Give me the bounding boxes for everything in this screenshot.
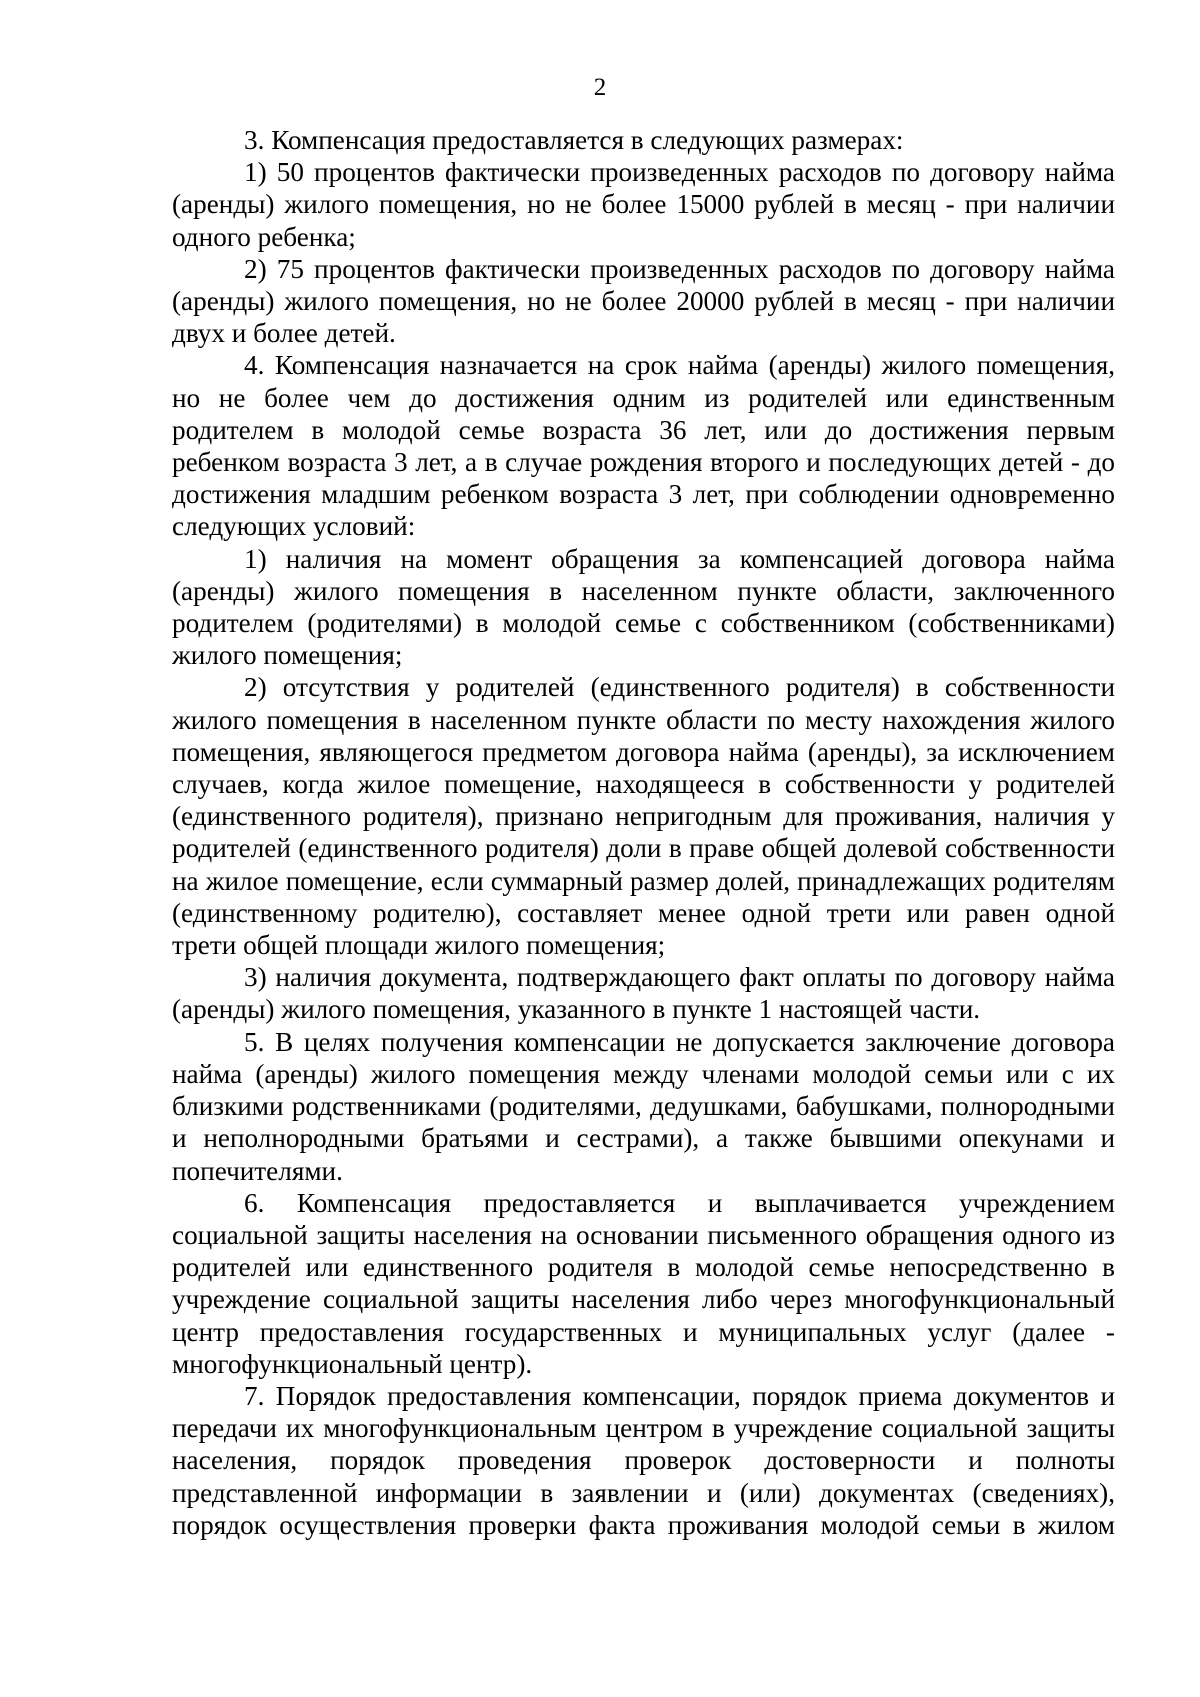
paragraph-3-item-1: 1) 50 процентов фактически произведенных расходов по договору найма (аренды) жилого помещения, но не более 15000 рублей в месяц - при наличии одного ребенка; (172, 157, 1115, 252)
paragraph-5: 5. В целях получения компенсации не допускается заключение договора найма (аренды) жилого помещения между членами молодой семьи или с их близкими родственниками (родителями, дедушками, бабушками, полнородными и неполнородными братьями и сестрами), а также бывшими опекунами и попечителями. (172, 1026, 1115, 1186)
paragraph-4-item-1: 1) наличия на момент обращения за компенсацией договора найма (аренды) жилого помещения в населенном пункте области, заключенного родителем (родителями) в молодой семье с собственником (собственниками) жилого помещения; (172, 543, 1115, 671)
paragraph-7: 7. Порядок предоставления компенсации, порядок приема документов и передачи их многофункциональным центром в учреждение социальной защиты населения, порядок проведения проверок достоверности и полноты представленной информации в заявлении и (или) документах (сведениях), порядок осуществления проверки факта проживания молодой семьи в жилом (172, 1380, 1115, 1540)
paragraph-3: 3. Компенсация предоставляется в следующих размерах: (244, 125, 904, 155)
paragraph-4: 4. Компенсация назначается на срок найма (аренды) жилого помещения, но не более чем до достижения одним из родителей или единственным родителем в молодой семье возраста 36 лет, или до достижения первым ребенком возраста 3 лет, а в случае рождения второго и последующих детей - до достижения младшим ребенком возраста 3 лет, при соблюдении одновременно следующих условий: (172, 350, 1115, 542)
paragraph-4-item-2: 2) отсутствия у родителей (единственного родителя) в собственности жилого помещения в населенном пункте области по месту нахождения жилого помещения, являющегося предметом договора найма (аренды), за исключением случаев, когда жилое помещение, находящееся в собственности у родителей (единственного родителя), признано непригодным для проживания, наличия у родителей (единственного родителя) доли в праве общей долевой собственности на жилое помещение, если суммарный размер долей, принадлежащих родителям (единственному родителю), составляет менее одной трети или равен одной трети общей площади жилого помещения; (172, 672, 1115, 961)
page-number: 2 (593, 74, 607, 101)
paragraph-6: 6. Компенсация предоставляется и выплачивается учреждением социальной защиты населения на основании письменного обращения одного из родителей или единственного родителя в молодой семье непосредственно в учреждение социальной защиты населения либо через многофункциональный центр предоставления государственных и муниципальных услуг (далее - многофункциональный центр). (172, 1187, 1115, 1379)
document-body (172, 124, 1115, 1541)
paragraph-4-item-3: 3) наличия документа, подтверждающего факт оплаты по договору найма (аренды) жилого помещения, указанного в пункте 1 настоящей части. (172, 962, 1115, 1025)
paragraph-3-item-2: 2) 75 процентов фактически произведенных расходов по договору найма (аренды) жилого помещения, но не более 20000 рублей в месяц - при наличии двух и более детей. (172, 253, 1115, 349)
